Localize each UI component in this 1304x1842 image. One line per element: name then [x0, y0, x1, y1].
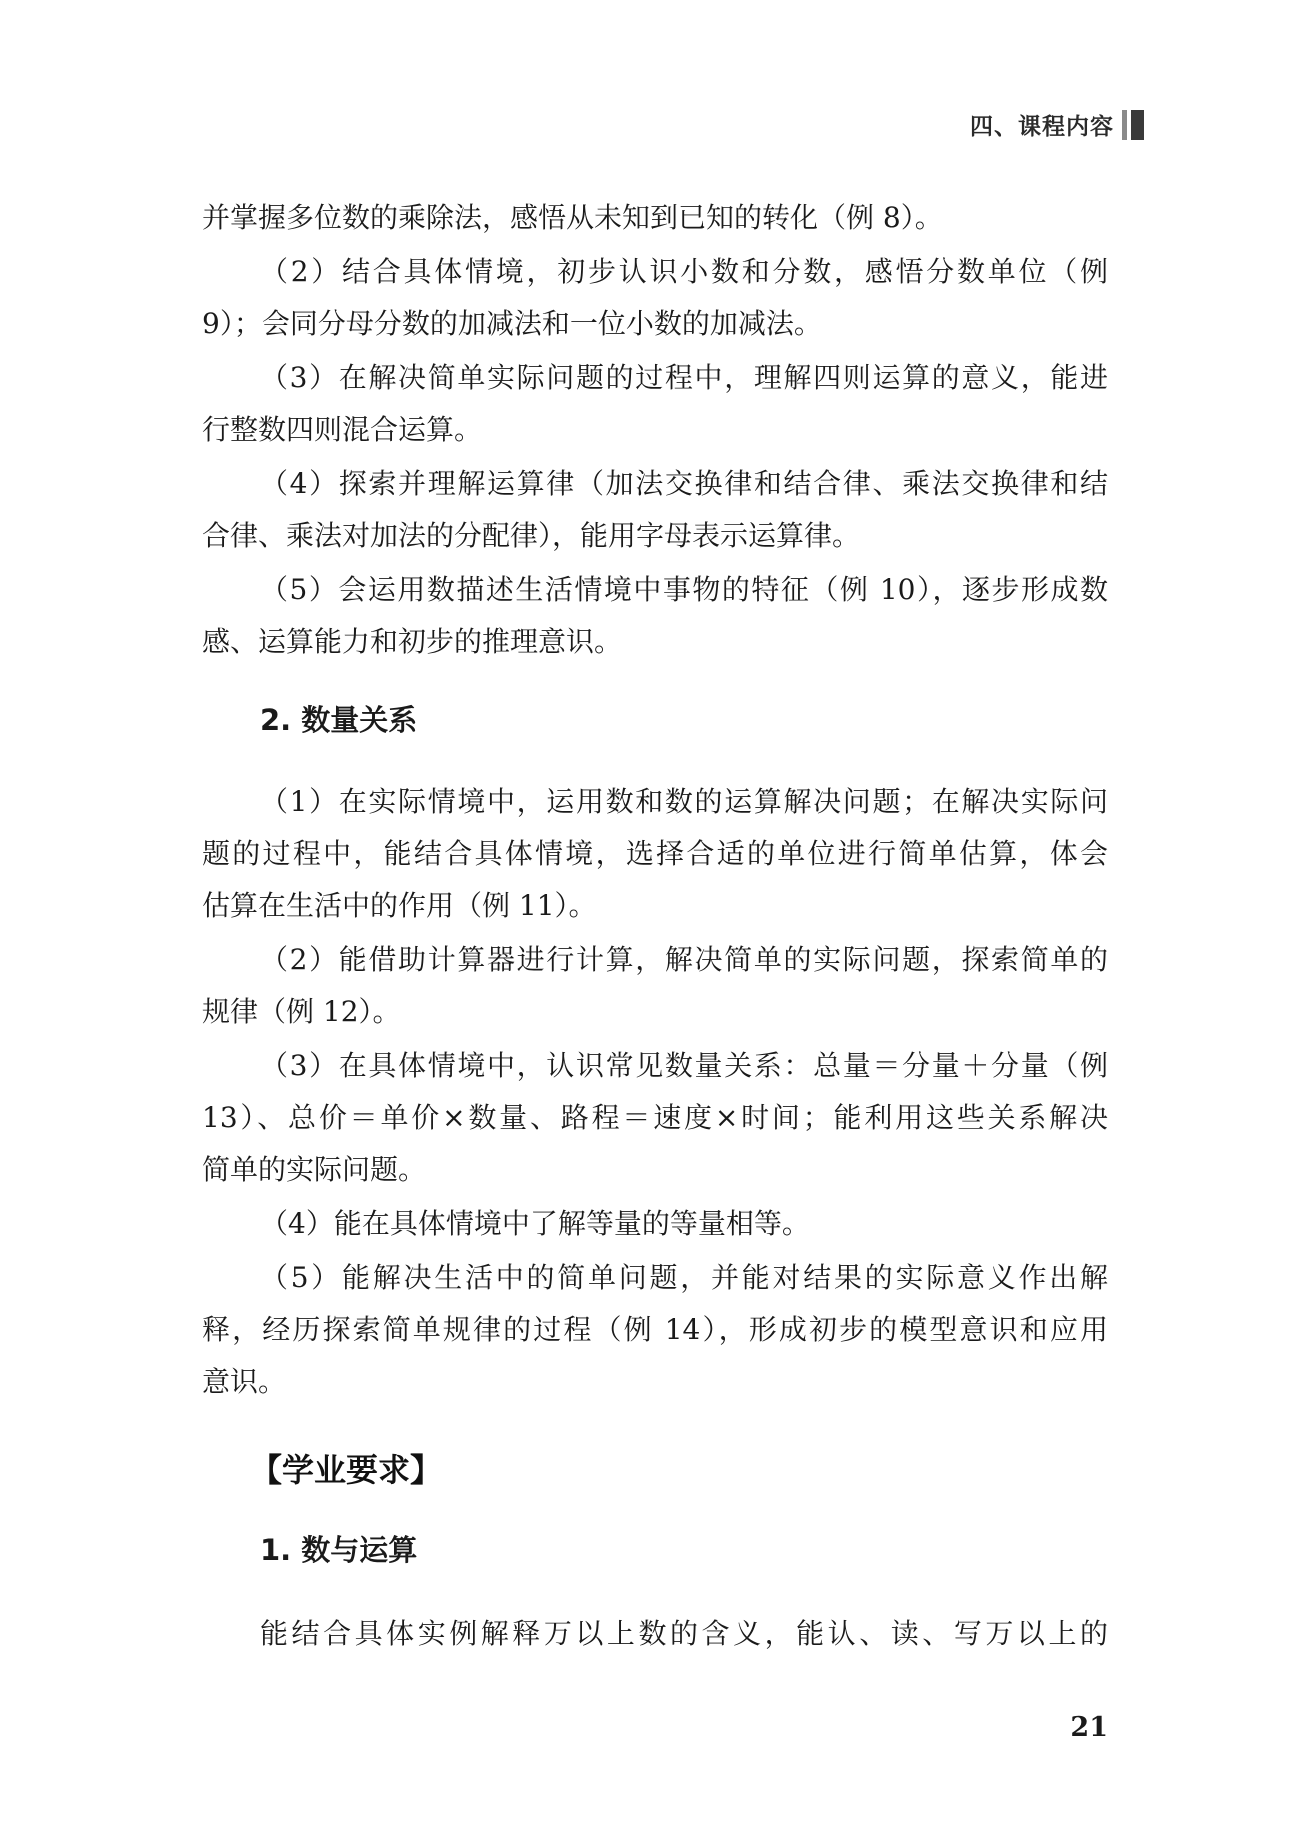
paragraph-line: （4）探索并理解运算律（加法交换律和结合律、乘法交换律和结 — [260, 467, 1108, 500]
paragraph-line: 规律（例 12）。 — [202, 995, 401, 1028]
paragraph-line: 合律、乘法对加法的分配律），能用字母表示运算律。 — [202, 519, 861, 552]
paragraph-line: （5）能解决生活中的简单问题，并能对结果的实际意义作出解 — [260, 1261, 1108, 1294]
section-heading-requirements: 【学业要求】 — [250, 1451, 443, 1489]
marker-bar-dark — [1131, 110, 1144, 140]
paragraph-line: 释，经历探索简单规律的过程（例 14），形成初步的模型意识和应用 — [202, 1313, 1108, 1346]
running-head-marker — [1122, 110, 1144, 140]
paragraph-line: （2）结合具体情境，初步认识小数和分数，感悟分数单位（例 — [260, 255, 1108, 288]
paragraph-line: 简单的实际问题。 — [202, 1153, 427, 1186]
paragraph-line: （3）在解决简单实际问题的过程中，理解四则运算的意义，能进 — [260, 361, 1108, 394]
paragraph-line: （2）能借助计算器进行计算，解决简单的实际问题，探索简单的 — [260, 943, 1108, 976]
marker-bar-light — [1122, 110, 1127, 140]
subsection-heading-quantity: 2. 数量关系 — [260, 703, 418, 737]
subsection-heading-numbers: 1. 数与运算 — [260, 1533, 418, 1567]
paragraph-line: 行整数四则混合运算。 — [202, 413, 483, 446]
paragraph-line: （5）会运用数描述生活情境中事物的特征（例 10），逐步形成数 — [260, 573, 1108, 606]
page-number: 21 — [1070, 1712, 1108, 1743]
running-head — [970, 108, 1144, 141]
paragraph-line: （3）在具体情境中，认识常见数量关系：总量＝分量＋分量（例 — [260, 1049, 1108, 1082]
paragraph-line: 并掌握多位数的乘除法，感悟从未知到已知的转化（例 8）。 — [202, 201, 943, 234]
paragraph-line: （1）在实际情境中，运用数和数的运算解决问题；在解决实际问 — [260, 785, 1108, 818]
paragraph-line: 感、运算能力和初步的推理意识。 — [202, 625, 623, 658]
paragraph-line: 题的过程中，能结合具体情境，选择合适的单位进行简单估算，体会 — [202, 837, 1108, 870]
running-head-title: 四、课程内容 — [970, 114, 1114, 140]
paragraph-line: 13）、总价＝单价×数量、路程＝速度×时间；能利用这些关系解决 — [202, 1101, 1108, 1134]
paragraph-line: （4）能在具体情境中了解等量的等量相等。 — [260, 1207, 810, 1240]
paragraph-line: 估算在生活中的作用（例 11）。 — [202, 889, 597, 922]
paragraph-line: 能结合具体实例解释万以上数的含义，能认、读、写万以上的 — [260, 1617, 1108, 1650]
paragraph-line: 9）；会同分母分数的加减法和一位小数的加减法。 — [202, 307, 822, 340]
paragraph-line: 意识。 — [202, 1365, 287, 1398]
